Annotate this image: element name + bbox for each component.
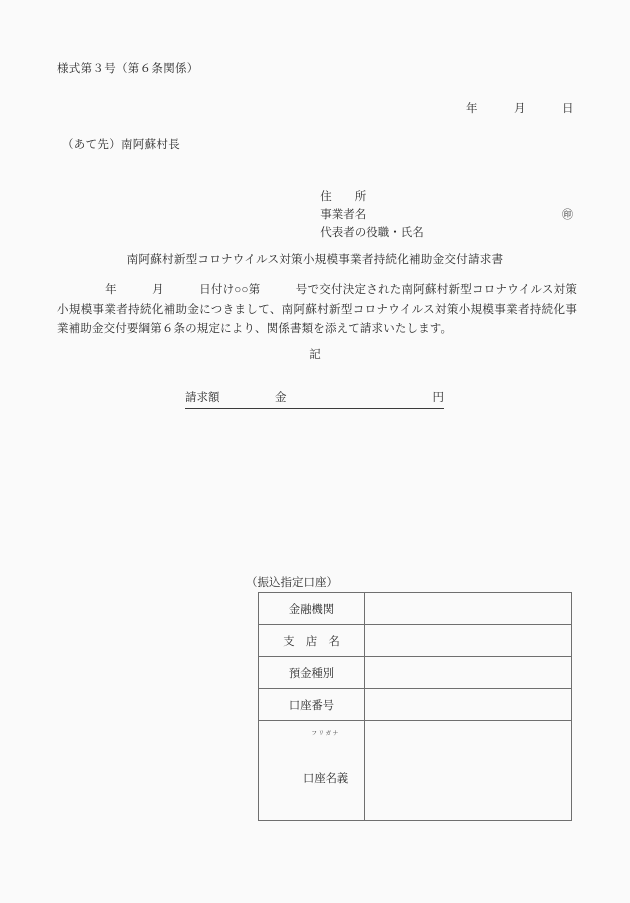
addressee-line: （あて先）南阿蘇村長	[62, 139, 180, 151]
applicant-business-name-row	[303, 188, 573, 221]
table-row	[259, 657, 572, 689]
currency-prefix-label: 金	[275, 392, 287, 404]
ruby-group	[303, 733, 348, 808]
bank-institution-label: 金融機関	[259, 593, 365, 625]
account-holder-base: 口座名義	[303, 772, 349, 785]
applicant-address-label: 住 所	[320, 191, 367, 203]
bank-account-caption: （振込指定口座）	[246, 577, 338, 589]
applicant-representative-label: 代表者の役職・氏名	[320, 227, 424, 239]
claim-amount-label: 請求額	[185, 392, 220, 404]
seal-icon: ㊞	[562, 209, 573, 221]
body-paragraph-text: 年 月 日付け○○第 号で交付決定された南阿蘇村新型コロナウイルス対策小規模事業者持続化補助金につきまして、南阿蘇村新型コロナウイルス対策小規模事業者持続化事業補助金交付要綱第６条の規定により、関係書類を添えて請求いたします。	[57, 284, 577, 335]
applicant-business-name-label: 事業者名	[320, 209, 367, 221]
ki-marker: 記	[309, 349, 321, 361]
bank-branch-value[interactable]	[365, 625, 572, 657]
form-number: 様式第３号（第６条関係）	[57, 63, 199, 75]
furigana-ruby: フリガナ	[311, 731, 340, 737]
claim-amount-line	[185, 391, 444, 409]
bank-institution-value[interactable]	[365, 593, 572, 625]
table-row	[259, 593, 572, 625]
bank-branch-label: 支 店 名	[259, 625, 365, 657]
bank-account-holder-value[interactable]	[365, 721, 572, 821]
applicant-block	[303, 170, 573, 239]
body-paragraph	[57, 281, 577, 340]
applicant-address-row	[303, 170, 573, 203]
bank-account-table	[258, 592, 572, 821]
table-row	[259, 721, 572, 821]
currency-suffix-label: 円	[432, 392, 444, 404]
document-title: 南阿蘇村新型コロナウイルス対策小規模事業者持続化補助金交付請求書	[126, 253, 504, 266]
applicant-representative-row	[303, 206, 573, 239]
bank-deposit-type-value[interactable]	[365, 657, 572, 689]
table-row	[259, 689, 572, 721]
bank-account-holder-label	[259, 721, 365, 821]
bank-deposit-type-label: 預金種別	[259, 657, 365, 689]
bank-account-number-label: 口座番号	[259, 689, 365, 721]
bank-account-number-value[interactable]	[365, 689, 572, 721]
date-line: 年 月 日	[466, 103, 574, 115]
table-row	[259, 625, 572, 657]
